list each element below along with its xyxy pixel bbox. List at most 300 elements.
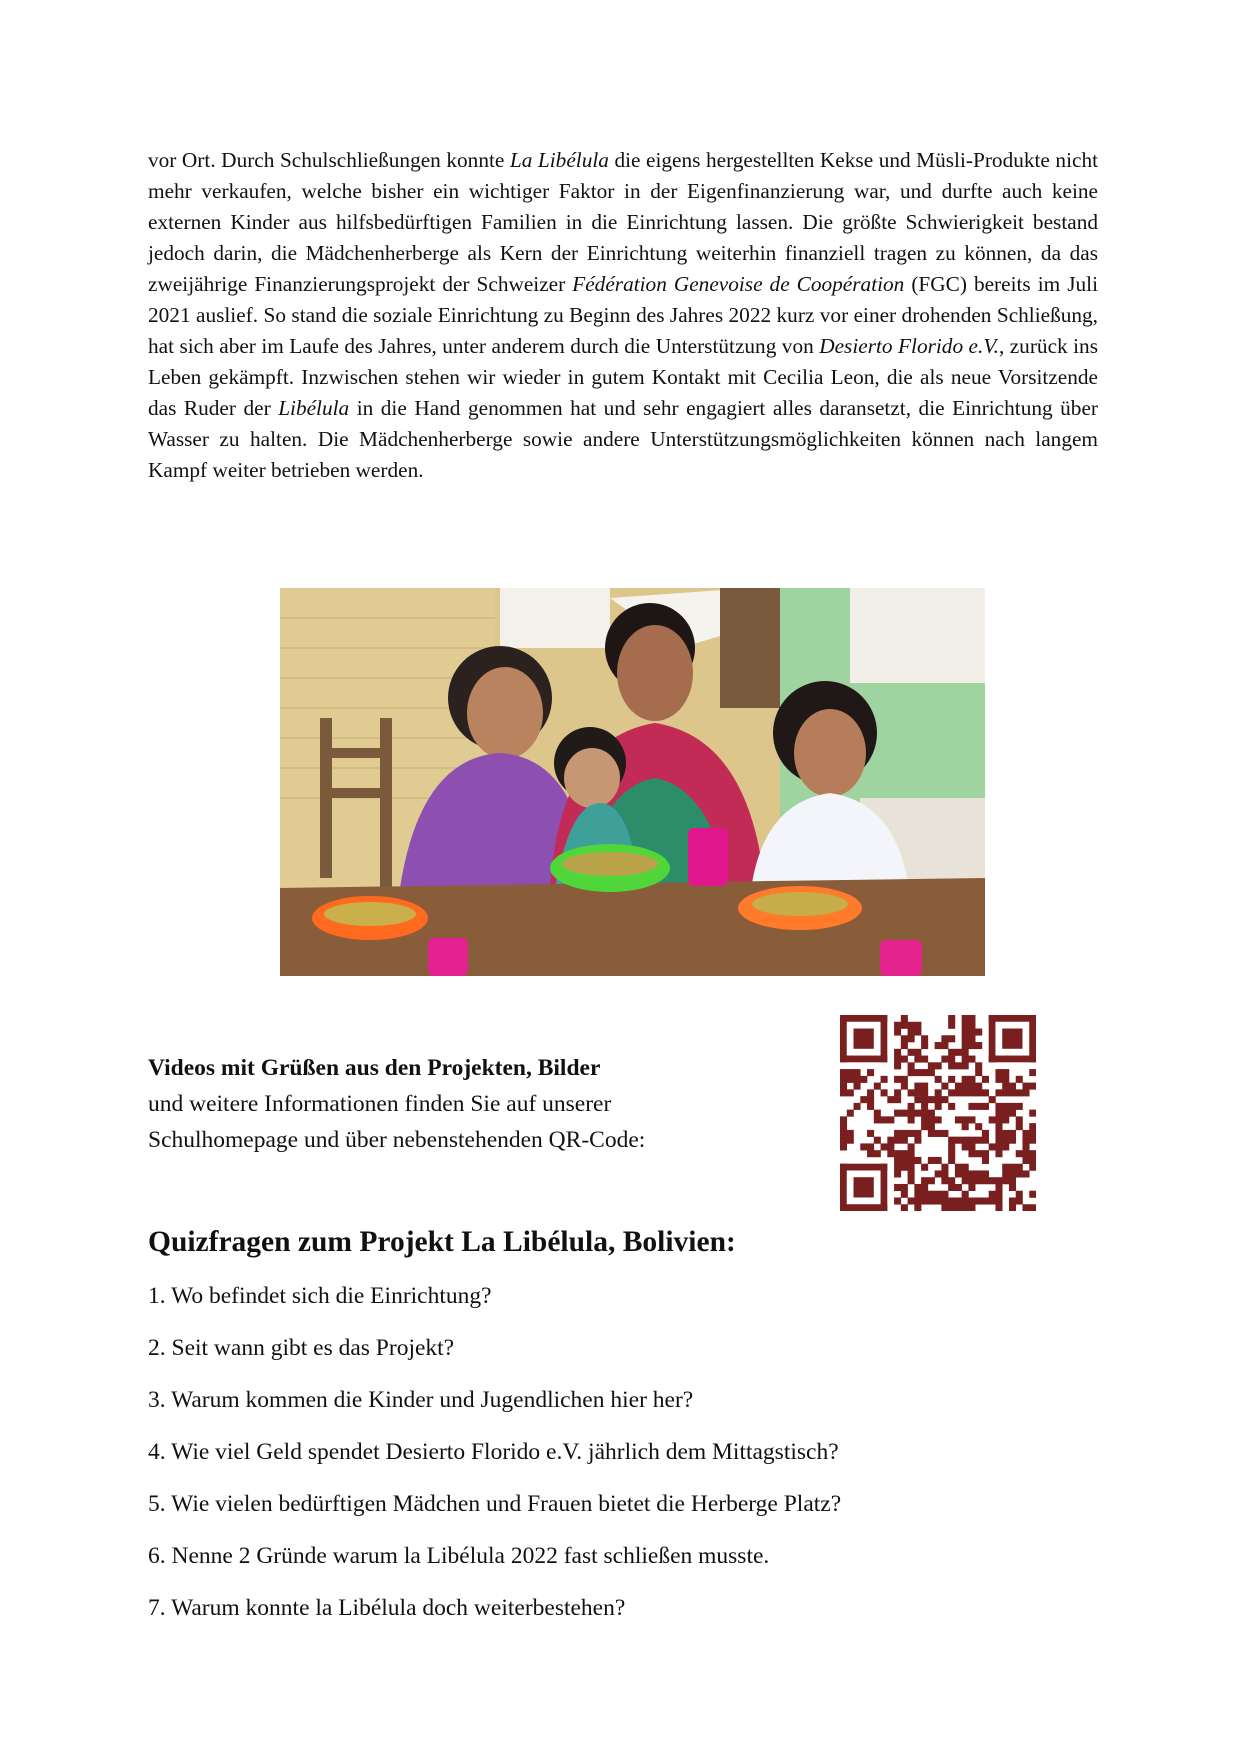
- qr-module: [982, 1137, 989, 1144]
- qr-module: [989, 1015, 1036, 1022]
- qr-module: [1029, 1137, 1036, 1144]
- qr-module: [928, 1130, 935, 1137]
- qr-module: [921, 1197, 928, 1204]
- qr-module: [894, 1062, 901, 1069]
- quiz-question: 1. Wo befindet sich die Einrichtung?: [148, 1283, 492, 1309]
- qr-module: [881, 1116, 888, 1123]
- qr-module: [962, 1049, 969, 1056]
- qr-module: [901, 1157, 908, 1164]
- qr-module: [955, 1089, 962, 1096]
- qr-module: [1016, 1191, 1023, 1198]
- qr-module: [1022, 1137, 1029, 1144]
- qr-module: [914, 1197, 921, 1204]
- qr-module: [1002, 1116, 1009, 1123]
- qr-module: [894, 1137, 901, 1144]
- qr-module: [975, 1042, 982, 1049]
- qr-module: [975, 1177, 982, 1184]
- qr-module: [1029, 1191, 1036, 1198]
- qr-module: [894, 1110, 901, 1117]
- qr-module: [921, 1083, 928, 1090]
- qr-module: [955, 1164, 962, 1171]
- qr-module: [840, 1056, 887, 1063]
- qr-module: [1016, 1116, 1023, 1123]
- qr-module: [962, 1089, 969, 1096]
- qr-module: [982, 1170, 989, 1177]
- videos-info: [148, 1050, 808, 1158]
- qr-module: [908, 1177, 915, 1184]
- photo-illustration: [280, 588, 985, 976]
- qr-module: [1009, 1083, 1016, 1090]
- qr-module: [955, 1083, 962, 1090]
- qr-module: [887, 1150, 894, 1157]
- qr-module: [860, 1096, 867, 1103]
- qr-module: [941, 1170, 948, 1177]
- qr-module: [948, 1056, 955, 1063]
- qr-module: [955, 1116, 962, 1123]
- qr-code[interactable]: [840, 1015, 1036, 1211]
- emphasis-fgc: Fédération Genevoise de Coopération: [572, 272, 905, 296]
- qr-module: [908, 1049, 915, 1056]
- qr-module: [840, 1137, 847, 1144]
- qr-module: [847, 1137, 854, 1144]
- qr-module: [847, 1130, 854, 1137]
- qr-module: [914, 1056, 921, 1063]
- qr-module: [1009, 1130, 1016, 1137]
- qr-module: [989, 1143, 996, 1150]
- qr-module: [941, 1177, 948, 1184]
- qr-module: [908, 1150, 915, 1157]
- qr-module: [1029, 1157, 1036, 1164]
- qr-module: [995, 1137, 1002, 1144]
- qr-module: [935, 1157, 942, 1164]
- qr-module: [914, 1049, 921, 1056]
- qr-module: [968, 1150, 975, 1157]
- qr-module: [955, 1137, 962, 1144]
- qr-module: [894, 1096, 901, 1103]
- qr-module: [989, 1056, 1036, 1063]
- qr-module: [975, 1170, 982, 1177]
- qr-module: [989, 1177, 996, 1184]
- qr-module: [908, 1035, 915, 1042]
- qr-module: [1016, 1103, 1023, 1110]
- qr-module: [908, 1062, 915, 1069]
- qr-module: [847, 1069, 854, 1076]
- qr-module: [901, 1022, 908, 1029]
- videos-line: und weitere Informationen finden Sie auf unserer: [148, 1091, 612, 1117]
- qr-module: [1022, 1157, 1029, 1164]
- qr-module: [867, 1069, 874, 1076]
- qr-module: [975, 1083, 982, 1090]
- qr-module: [901, 1015, 908, 1022]
- qr-module: [955, 1170, 962, 1177]
- qr-module: [935, 1103, 942, 1110]
- qr-module: [955, 1062, 962, 1069]
- qr-module: [914, 1083, 921, 1090]
- qr-module: [982, 1157, 989, 1164]
- qr-module: [968, 1076, 975, 1083]
- qr-module: [1016, 1076, 1023, 1083]
- qr-module: [995, 1110, 1002, 1117]
- qr-module: [941, 1096, 948, 1103]
- qr-module: [941, 1042, 948, 1049]
- qr-module: [968, 1197, 975, 1204]
- qr-module: [995, 1116, 1002, 1123]
- qr-module: [840, 1164, 887, 1171]
- qr-module: [867, 1143, 874, 1150]
- qr-module: [955, 1049, 962, 1056]
- qr-module: [968, 1184, 975, 1191]
- qr-module: [935, 1191, 942, 1198]
- qr-module: [921, 1035, 928, 1042]
- qr-module: [914, 1110, 921, 1117]
- qr-module: [894, 1184, 901, 1191]
- qr-module: [1029, 1130, 1036, 1137]
- qr-module: [975, 1197, 982, 1204]
- qr-module: [995, 1069, 1002, 1076]
- qr-module: [914, 1204, 921, 1211]
- quiz-question: 3. Warum kommen die Kinder und Jugendlichen hier her?: [148, 1387, 694, 1413]
- qr-module: [840, 1116, 847, 1123]
- qr-module: [928, 1062, 935, 1069]
- text-segment: , zurück ins Leben gekämpft. Inzwischen stehen wir wieder in gutem Kontakt mit Cecilia Leon, die als neue Vorsitzende das Ruder der: [148, 334, 1098, 420]
- qr-module: [935, 1130, 942, 1137]
- qr-module: [854, 1103, 861, 1110]
- emphasis-libelula: Libélula: [278, 396, 350, 420]
- qr-module: [1009, 1197, 1016, 1204]
- qr-module: [908, 1170, 915, 1177]
- qr-module: [968, 1204, 975, 1211]
- qr-module: [867, 1130, 874, 1137]
- qr-module: [948, 1049, 955, 1056]
- qr-module: [908, 1089, 915, 1096]
- quiz-question: 7. Warum konnte la Libélula doch weiterbestehen?: [148, 1595, 626, 1621]
- qr-module: [921, 1184, 928, 1191]
- qr-module: [1016, 1123, 1023, 1130]
- qr-module: [941, 1197, 948, 1204]
- qr-module: [901, 1184, 908, 1191]
- quiz-question-list: [148, 1280, 841, 1644]
- qr-module: [962, 1170, 969, 1177]
- qr-module: [894, 1056, 901, 1063]
- qr-module: [995, 1184, 1002, 1191]
- qr-module: [941, 1083, 948, 1090]
- qr-module: [1002, 1170, 1009, 1177]
- qr-module: [1022, 1083, 1029, 1090]
- qr-module: [921, 1056, 928, 1063]
- qr-module: [928, 1191, 935, 1198]
- qr-module: [975, 1123, 982, 1130]
- qr-module: [894, 1164, 901, 1171]
- qr-module: [982, 1103, 989, 1110]
- qr-module: [901, 1076, 908, 1083]
- qr-module: [901, 1035, 908, 1042]
- qr-module: [935, 1116, 942, 1123]
- qr-module: [901, 1204, 908, 1211]
- qr-module: [962, 1035, 969, 1042]
- qr-module: [928, 1177, 935, 1184]
- qr-module: [928, 1096, 935, 1103]
- qr-module: [975, 1103, 982, 1110]
- qr-module: [975, 1029, 982, 1036]
- qr-module: [874, 1083, 881, 1090]
- qr-module: [968, 1015, 975, 1022]
- qr-module: [935, 1170, 942, 1177]
- qr-module: [995, 1076, 1002, 1083]
- qr-module: [840, 1069, 847, 1076]
- qr-module: [901, 1150, 908, 1157]
- qr-module: [948, 1184, 955, 1191]
- qr-module: [989, 1197, 996, 1204]
- qr-module: [921, 1089, 928, 1096]
- qr-module: [894, 1150, 901, 1157]
- qr-module: [962, 1062, 969, 1069]
- qr-module: [921, 1069, 928, 1076]
- qr-module: [948, 1076, 955, 1083]
- qr-module: [935, 1076, 942, 1083]
- qr-module: [901, 1137, 908, 1144]
- qr-module: [995, 1150, 1002, 1157]
- qr-module: [908, 1143, 915, 1150]
- qr-module: [1002, 1076, 1009, 1083]
- qr-module: [921, 1103, 928, 1110]
- text-segment: (FGC) bereits im Juli 2021 auslief. So stand die soziale Einrichtung zu Beginn des Jahres 2022 kurz vor einer drohenden Schließung, hat sich aber im Laufe des Jahres, unter anderem durch die Unterstützung von: [148, 272, 1098, 358]
- qr-module: [928, 1197, 935, 1204]
- qr-module: [908, 1164, 915, 1171]
- qr-module: [962, 1204, 969, 1211]
- qr-module: [1029, 1015, 1036, 1062]
- qr-module: [935, 1062, 942, 1069]
- qr-module: [921, 1110, 928, 1117]
- qr-module: [948, 1062, 955, 1069]
- qr-module: [982, 1076, 989, 1083]
- qr-module: [1016, 1197, 1023, 1204]
- qr-module: [894, 1170, 901, 1177]
- qr-code-graphic: [840, 1015, 1036, 1211]
- qr-module: [860, 1143, 867, 1150]
- qr-module: [962, 1164, 969, 1171]
- qr-module: [921, 1042, 928, 1049]
- qr-module: [914, 1096, 921, 1103]
- qr-module: [881, 1015, 888, 1062]
- qr-module: [921, 1164, 928, 1171]
- qr-module: [867, 1103, 874, 1110]
- qr-module: [962, 1056, 969, 1063]
- qr-module: [962, 1197, 969, 1204]
- videos-heading: Videos mit Grüßen aus den Projekten, Bilder: [148, 1055, 601, 1081]
- qr-module: [901, 1056, 908, 1063]
- qr-module: [982, 1197, 989, 1204]
- qr-module: [867, 1089, 874, 1096]
- qr-module: [921, 1191, 928, 1198]
- qr-module: [968, 1116, 975, 1123]
- qr-module: [928, 1069, 935, 1076]
- qr-module: [908, 1029, 915, 1036]
- qr-module: [941, 1035, 948, 1042]
- qr-module: [975, 1089, 982, 1096]
- qr-module: [887, 1137, 894, 1144]
- qr-module: [948, 1157, 955, 1164]
- qr-module: [968, 1170, 975, 1177]
- qr-module: [894, 1130, 901, 1137]
- videos-line: Schulhomepage und über nebenstehenden QR-Code:: [148, 1127, 646, 1153]
- qr-module: [881, 1164, 888, 1211]
- qr-module: [995, 1177, 1002, 1184]
- qr-module: [995, 1191, 1002, 1198]
- qr-module: [928, 1116, 935, 1123]
- qr-module: [982, 1177, 989, 1184]
- qr-module: [962, 1029, 969, 1036]
- qr-module: [854, 1076, 861, 1083]
- qr-module: [948, 1035, 955, 1042]
- qr-module: [874, 1110, 881, 1117]
- qr-module: [840, 1204, 887, 1211]
- qr-module: [1002, 1137, 1009, 1144]
- qr-module: [975, 1062, 982, 1069]
- qr-module: [975, 1150, 982, 1157]
- qr-module: [847, 1076, 854, 1083]
- qr-module: [995, 1123, 1002, 1130]
- qr-module: [962, 1123, 969, 1130]
- qr-module: [894, 1157, 901, 1164]
- qr-module: [921, 1116, 928, 1123]
- qr-module: [1009, 1204, 1016, 1211]
- qr-module: [1002, 1130, 1009, 1137]
- qr-module: [914, 1137, 921, 1144]
- qr-module: [840, 1130, 847, 1137]
- qr-module: [989, 1116, 996, 1123]
- qr-module: [1002, 1069, 1009, 1076]
- qr-module: [995, 1130, 1002, 1137]
- qr-module: [1022, 1089, 1029, 1096]
- qr-module: [982, 1089, 989, 1096]
- qr-module: [908, 1103, 915, 1110]
- qr-module: [1009, 1184, 1016, 1191]
- qr-module: [935, 1197, 942, 1204]
- qr-module: [962, 1042, 969, 1049]
- qr-module: [962, 1076, 969, 1083]
- qr-module: [881, 1143, 888, 1150]
- quiz-question: 4. Wie viel Geld spendet Desierto Florido e.V. jährlich dem Mittagstisch?: [148, 1439, 839, 1465]
- qr-module: [948, 1089, 955, 1096]
- qr-module: [921, 1096, 928, 1103]
- qr-module: [901, 1130, 908, 1137]
- qr-module: [1022, 1170, 1029, 1177]
- text-segment: in die Hand genommen hat und sehr engagiert alles daransetzt, die Einrichtung über Wasser zu halten. Die Mädchenherberge sowie andere Unterstützungsmöglichkeiten können nach langem Kampf weiter betrieben werden.: [148, 396, 1098, 482]
- qr-module: [860, 1076, 867, 1083]
- qr-module: [921, 1123, 928, 1130]
- qr-module: [1009, 1089, 1016, 1096]
- qr-module: [901, 1042, 908, 1049]
- qr-module: [1002, 1143, 1009, 1150]
- qr-module: [962, 1015, 969, 1022]
- qr-module: [1002, 1089, 1009, 1096]
- qr-module: [914, 1184, 921, 1191]
- qr-module: [1002, 1103, 1009, 1110]
- qr-module: [995, 1204, 1002, 1211]
- qr-module: [1016, 1170, 1023, 1177]
- qr-module: [975, 1137, 982, 1144]
- qr-module: [914, 1191, 921, 1198]
- qr-module: [995, 1143, 1002, 1150]
- qr-module: [908, 1069, 915, 1076]
- qr-module: [995, 1103, 1002, 1110]
- qr-module: [840, 1164, 847, 1211]
- qr-module: [968, 1143, 975, 1150]
- qr-module: [908, 1157, 915, 1164]
- qr-module: [995, 1197, 1002, 1204]
- qr-module: [1009, 1170, 1016, 1177]
- qr-module: [894, 1029, 901, 1036]
- qr-module: [962, 1116, 969, 1123]
- quiz-question: 2. Seit wann gibt es das Projekt?: [148, 1335, 455, 1361]
- qr-module: [1022, 1204, 1029, 1211]
- qr-module: [941, 1056, 948, 1063]
- qr-module: [989, 1191, 996, 1198]
- qr-module: [914, 1069, 921, 1076]
- qr-module: [854, 1177, 874, 1197]
- qr-module: [847, 1110, 854, 1117]
- quiz-question: 6. Nenne 2 Gründe warum la Libélula 2022 fast schließen musste.: [148, 1543, 770, 1569]
- qr-module: [1002, 1110, 1009, 1117]
- qr-module: [1022, 1143, 1029, 1150]
- qr-module: [1002, 1029, 1022, 1049]
- qr-module: [901, 1191, 908, 1198]
- qr-module: [1029, 1204, 1036, 1211]
- qr-module: [935, 1042, 942, 1049]
- qr-module: [1002, 1177, 1009, 1184]
- qr-module: [840, 1123, 847, 1130]
- text-segment: vor Ort. Durch Schulschließungen konnte: [148, 148, 510, 172]
- qr-module: [908, 1130, 915, 1137]
- qr-module: [948, 1103, 955, 1110]
- qr-module: [901, 1083, 908, 1090]
- qr-module: [935, 1096, 942, 1103]
- qr-module: [1029, 1164, 1036, 1171]
- qr-module: [1029, 1150, 1036, 1157]
- qr-module: [995, 1089, 1002, 1096]
- qr-module: [847, 1089, 854, 1096]
- qr-module: [948, 1150, 955, 1157]
- qr-module: [874, 1150, 881, 1157]
- qr-module: [968, 1022, 975, 1029]
- qr-module: [955, 1197, 962, 1204]
- qr-module: [1016, 1150, 1023, 1157]
- qr-module: [1009, 1177, 1016, 1184]
- qr-module: [928, 1157, 935, 1164]
- qr-module: [894, 1089, 901, 1096]
- qr-module: [982, 1130, 989, 1137]
- qr-module: [867, 1096, 874, 1103]
- qr-module: [854, 1069, 861, 1076]
- qr-module: [1022, 1130, 1029, 1137]
- qr-module: [874, 1137, 881, 1144]
- emphasis-desierto-florido: Desierto Florido e.V.: [819, 334, 999, 358]
- body-paragraph: [148, 145, 1098, 486]
- qr-module: [989, 1096, 996, 1103]
- qr-module: [914, 1022, 921, 1029]
- qr-module: [914, 1029, 921, 1036]
- qr-module: [840, 1015, 847, 1062]
- qr-module: [901, 1164, 908, 1171]
- qr-module: [962, 1143, 969, 1150]
- qr-module: [941, 1204, 948, 1211]
- qr-module: [968, 1103, 975, 1110]
- qr-module: [948, 1015, 955, 1022]
- qr-module: [881, 1089, 888, 1096]
- qr-module: [962, 1137, 969, 1144]
- qr-module: [854, 1029, 874, 1049]
- qr-module: [840, 1143, 847, 1150]
